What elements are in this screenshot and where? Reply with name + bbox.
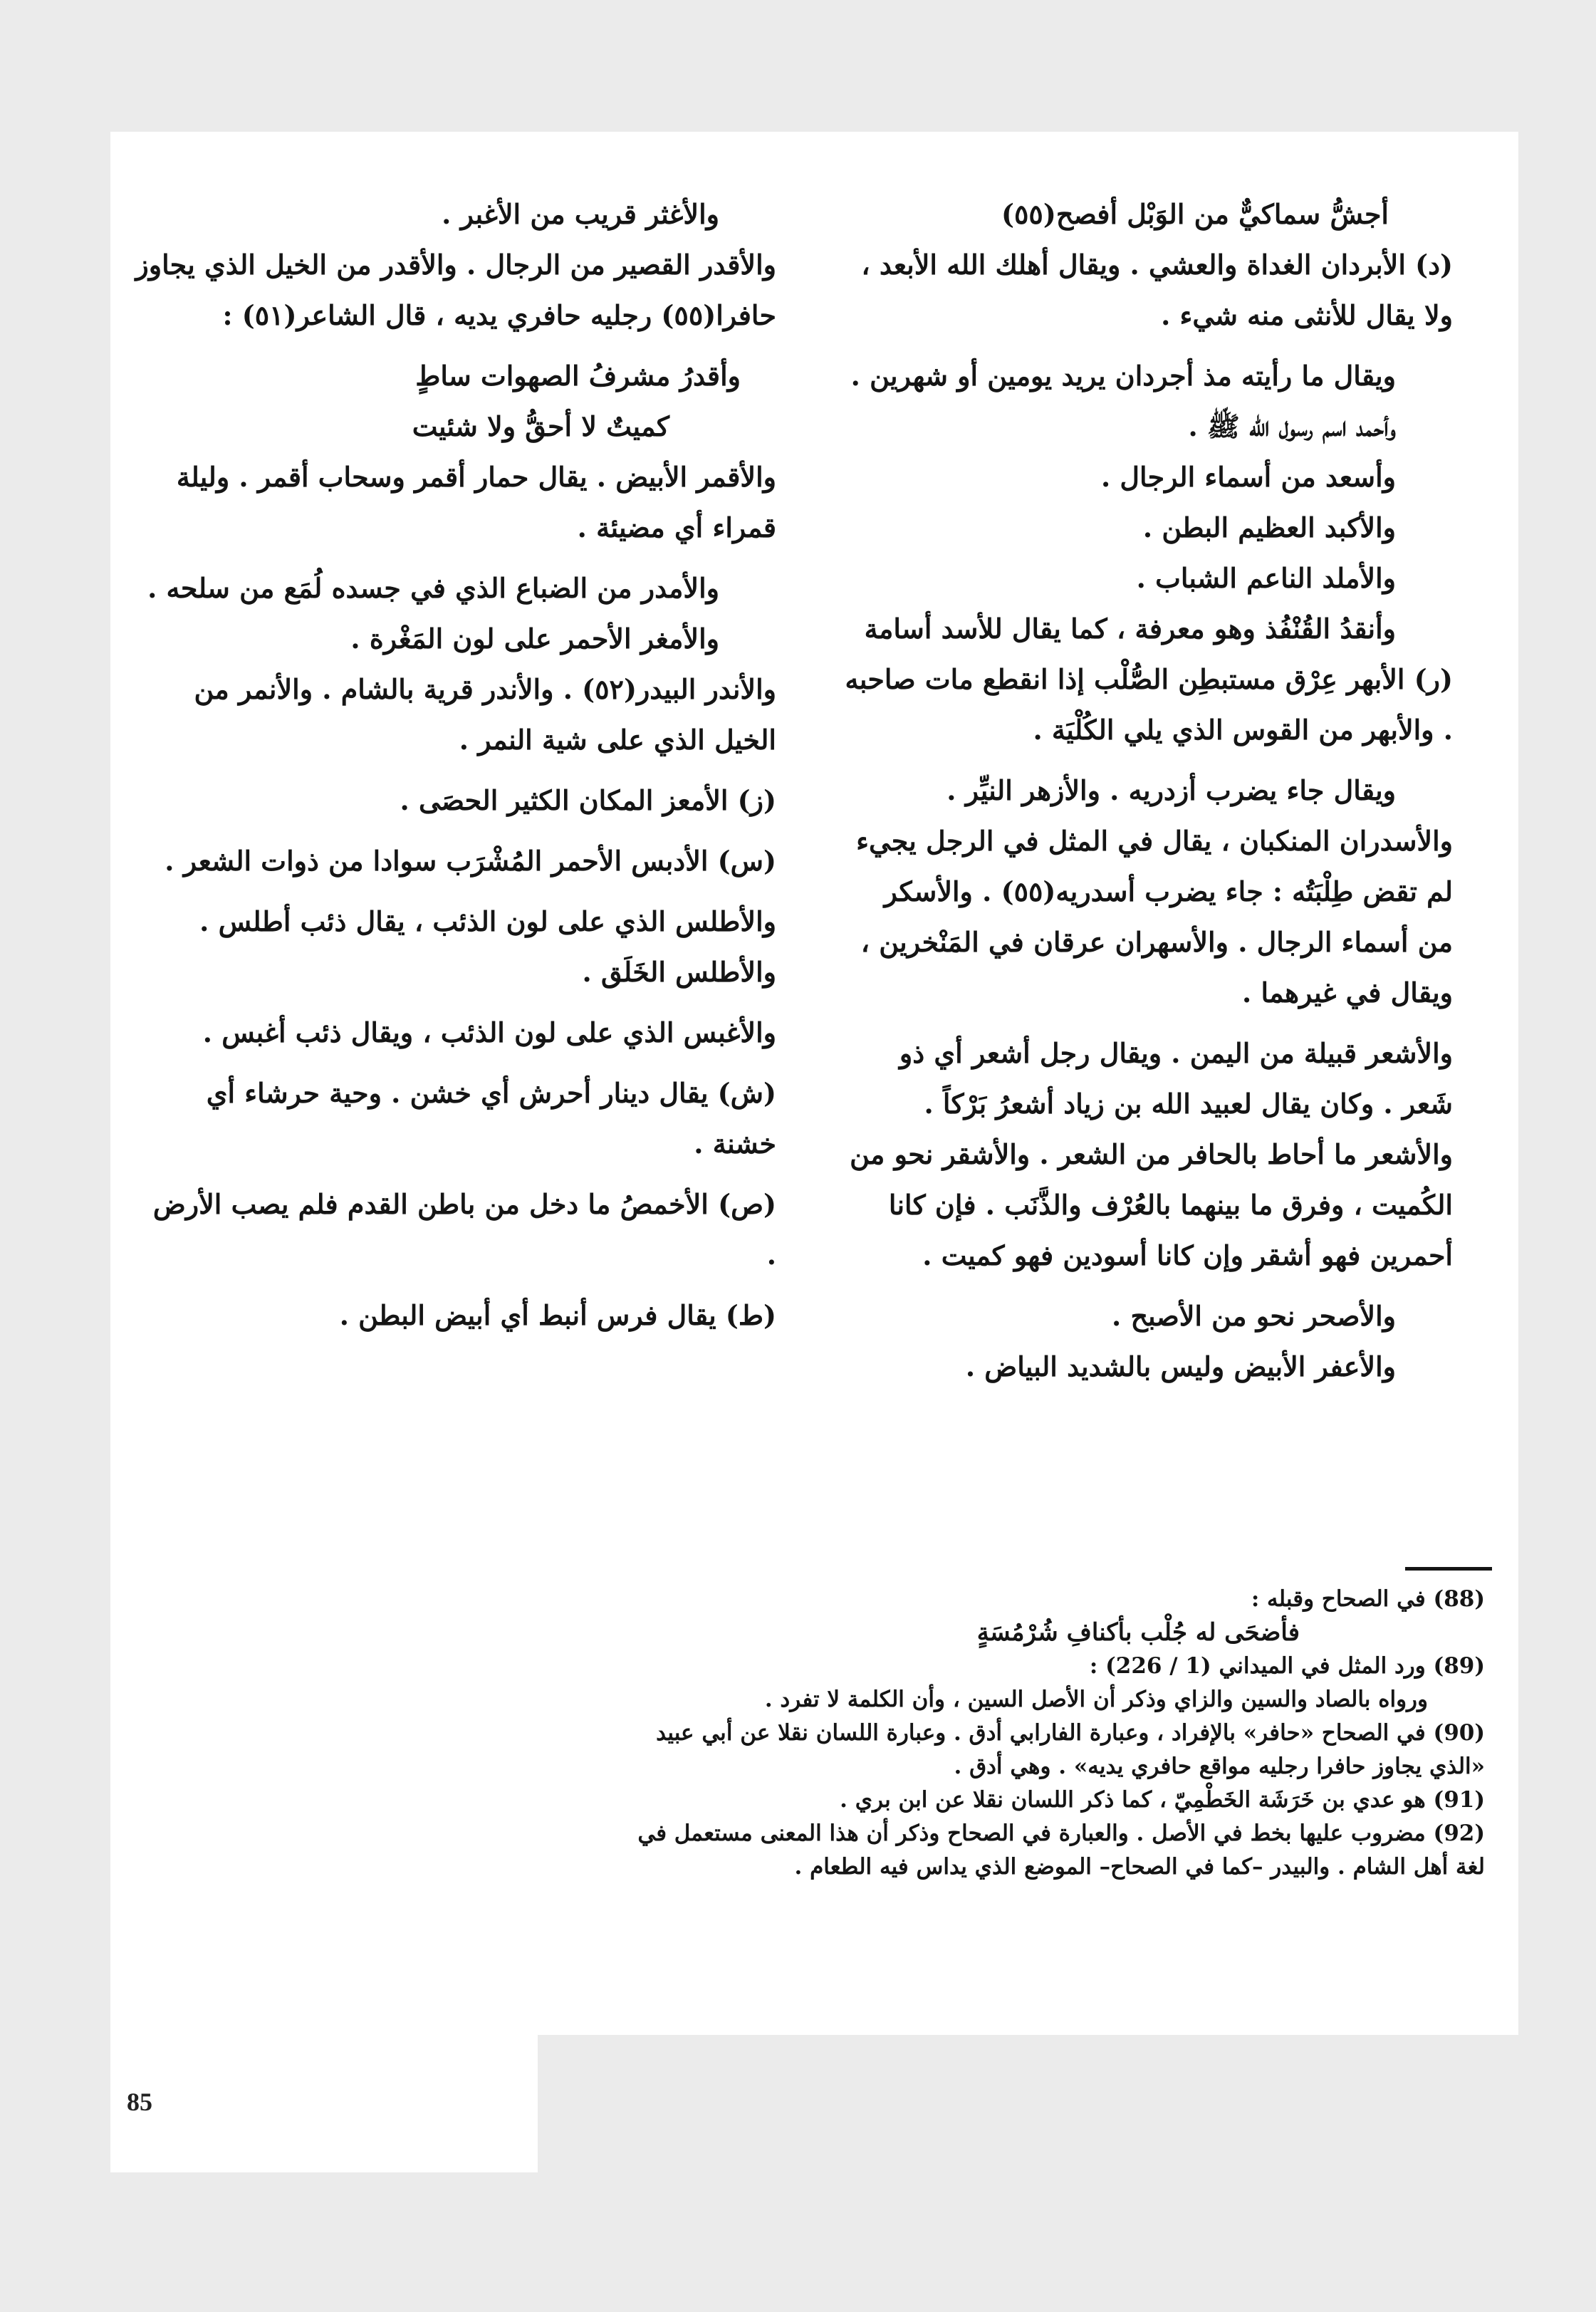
text-paragraph: كميتٌ لا أحقُّ ولا شئيت	[412, 410, 669, 442]
text-paragraph: والأكبد العظيم البطن .	[1142, 511, 1396, 543]
footnote: (89) ورد المثل في الميداني (1 / 226) :	[1089, 1653, 1485, 1679]
page-sheet-bottom	[110, 2034, 538, 2172]
text-paragraph: والأندر البيدر(٥٢) . والأندر قرية بالشام . والأنمر من الخيل الذي على شية النمر .	[194, 673, 776, 756]
text-paragraph: وأحمد اسم رسول الله ﷺ .	[1188, 410, 1396, 442]
text-paragraph: والأسدران المنكبان ، يقال في المثل في الرجل يجيء لم تقض طِلْبَتُه : جاء يضرب أسدريه(٥٥) . والأسكر من أسماء الرجال . والأسهران عرقان في المَنْخرين ، ويقال في غيرهما .	[856, 825, 1453, 1009]
text-paragraph: (ش) يقال دينار أحرش أي خشن . وحية حرشاء أي خشنة .	[206, 1077, 776, 1160]
footnote: (91) هو عدي بن خَرَشَة الخَطْمِيّ ، كما ذكر اللسان نقلا عن ابن بري .	[840, 1787, 1485, 1813]
footnote: (88) في الصحاح وقبله :	[1251, 1586, 1485, 1612]
text-paragraph: (ز) الأمعز المكان الكثير الحصَى .	[400, 784, 776, 816]
text-paragraph: وأسعد من أسماء الرجال .	[1100, 461, 1396, 493]
text-paragraph: (ر) الأبهر عِرْق مستبطِن الصُّلْب إذا انقطع مات صاحبه . والأبهر من القوس الذي يلي الكُلْيَة .	[845, 663, 1453, 746]
text-paragraph: والأقدر القصير من الرجال . والأقدر من الخيل الذي يجاوز حافرا(٥٥) رجليه حافري يديه ، قال الشاعر(٥١) :	[135, 249, 776, 331]
footnotes-section	[612, 1583, 1485, 1884]
text-paragraph: وأقدرُ مشرفُ الصهوات ساطٍ	[415, 360, 741, 392]
text-paragraph: والأغثر قريب من الأغبر .	[442, 198, 719, 230]
text-paragraph: والأشعر قبيلة من اليمن . ويقال رجل أشعر أي ذو شَعر . وكان يقال لعبيد الله بن زياد أشعرُ بَرْكاً . والأشعر ما أحاط بالحافر من الشعر . والأشقر نحو من الكُميت ، وفرق ما بينهما بالعُرْف والذَّنَب . فإن كانا أحمرين فهو أشقر وإن كانا أسودين فهو كميت .	[850, 1037, 1453, 1271]
footnote: (90) في الصحاح «حافر» بالإفراد ، وعبارة الفارابي أدق . وعبارة اللسان نقلا عن أبي عبيد «الذي يجاوز حافرا رجليه مواقع حافري يديه» . وهي أدق .	[656, 1720, 1485, 1779]
left-text-column	[135, 189, 776, 1350]
text-paragraph: والأملد الناعم الشباب .	[1136, 562, 1396, 594]
text-paragraph: والأقمر الأبيض . يقال حمار أقمر وسحاب أقمر . وليلة قمراء أي مضيئة .	[176, 461, 776, 543]
text-paragraph: (ص) الأخمصُ ما دخل من باطن القدم فلم يصب الأرض .	[152, 1188, 776, 1271]
text-paragraph: (د) الأبردان الغداة والعشي . ويقال أهلك الله الأبعد ، ولا يقال للأنثى منه شيء .	[861, 249, 1453, 331]
footnote: ورواه بالصاد والسين والزاي وذكر أن الأصل السين ، وأن الكلمة لا تفرد .	[764, 1687, 1428, 1712]
footnote-divider	[1405, 1567, 1492, 1571]
right-text-column	[844, 189, 1453, 1392]
footnote: (92) مضروب عليها بخط في الأصل . والعبارة في الصحاح وذكر أن هذا المعنى مستعمل في لغة أهل الشام . والبيدر –كما في الصحاح– الموضع الذي يداس فيه الطعام .	[637, 1821, 1485, 1880]
text-paragraph: والأطلس الذي على لون الذئب ، يقال ذئب أطلس . والأطلس الخَلَق .	[199, 905, 776, 988]
text-paragraph: والأعفر الأبيض وليس بالشديد البياض .	[965, 1350, 1396, 1382]
text-paragraph: (ط) يقال فرس أنبط أي أبيض البطن .	[339, 1299, 776, 1331]
text-paragraph: والأمدر من الضباع الذي في جسده لُمَع من سلحه .	[147, 572, 719, 604]
text-paragraph: والأمغر الأحمر على لون المَغْرة .	[350, 623, 719, 655]
footnote: فأضحَى له جُلْب بأكنافِ شُرْمُسَةٍ	[976, 1618, 1300, 1647]
text-paragraph: والأصحر نحو من الأصبح .	[1112, 1300, 1396, 1332]
text-paragraph: والأغبس الذي على لون الذئب ، ويقال ذئب أغبس .	[202, 1016, 776, 1048]
text-paragraph: ويقال ما رأيته مذ أجردان يريد يومين أو شهرين .	[850, 360, 1396, 392]
text-paragraph: وأنقدُ القُنْفُذ وهو معرفة ، كما يقال للأسد أسامة	[864, 613, 1396, 645]
text-paragraph: أجشُّ سماكيٌّ من الوَبْل أفصح(٥٥)	[1001, 198, 1389, 230]
text-paragraph: ويقال جاء يضرب أزدريه . والأزهر النيِّر .	[946, 774, 1396, 806]
text-paragraph: (س) الأدبس الأحمر المُشْرَب سوادا من ذوات الشعر .	[165, 845, 776, 877]
page-number: 85	[127, 2088, 152, 2116]
